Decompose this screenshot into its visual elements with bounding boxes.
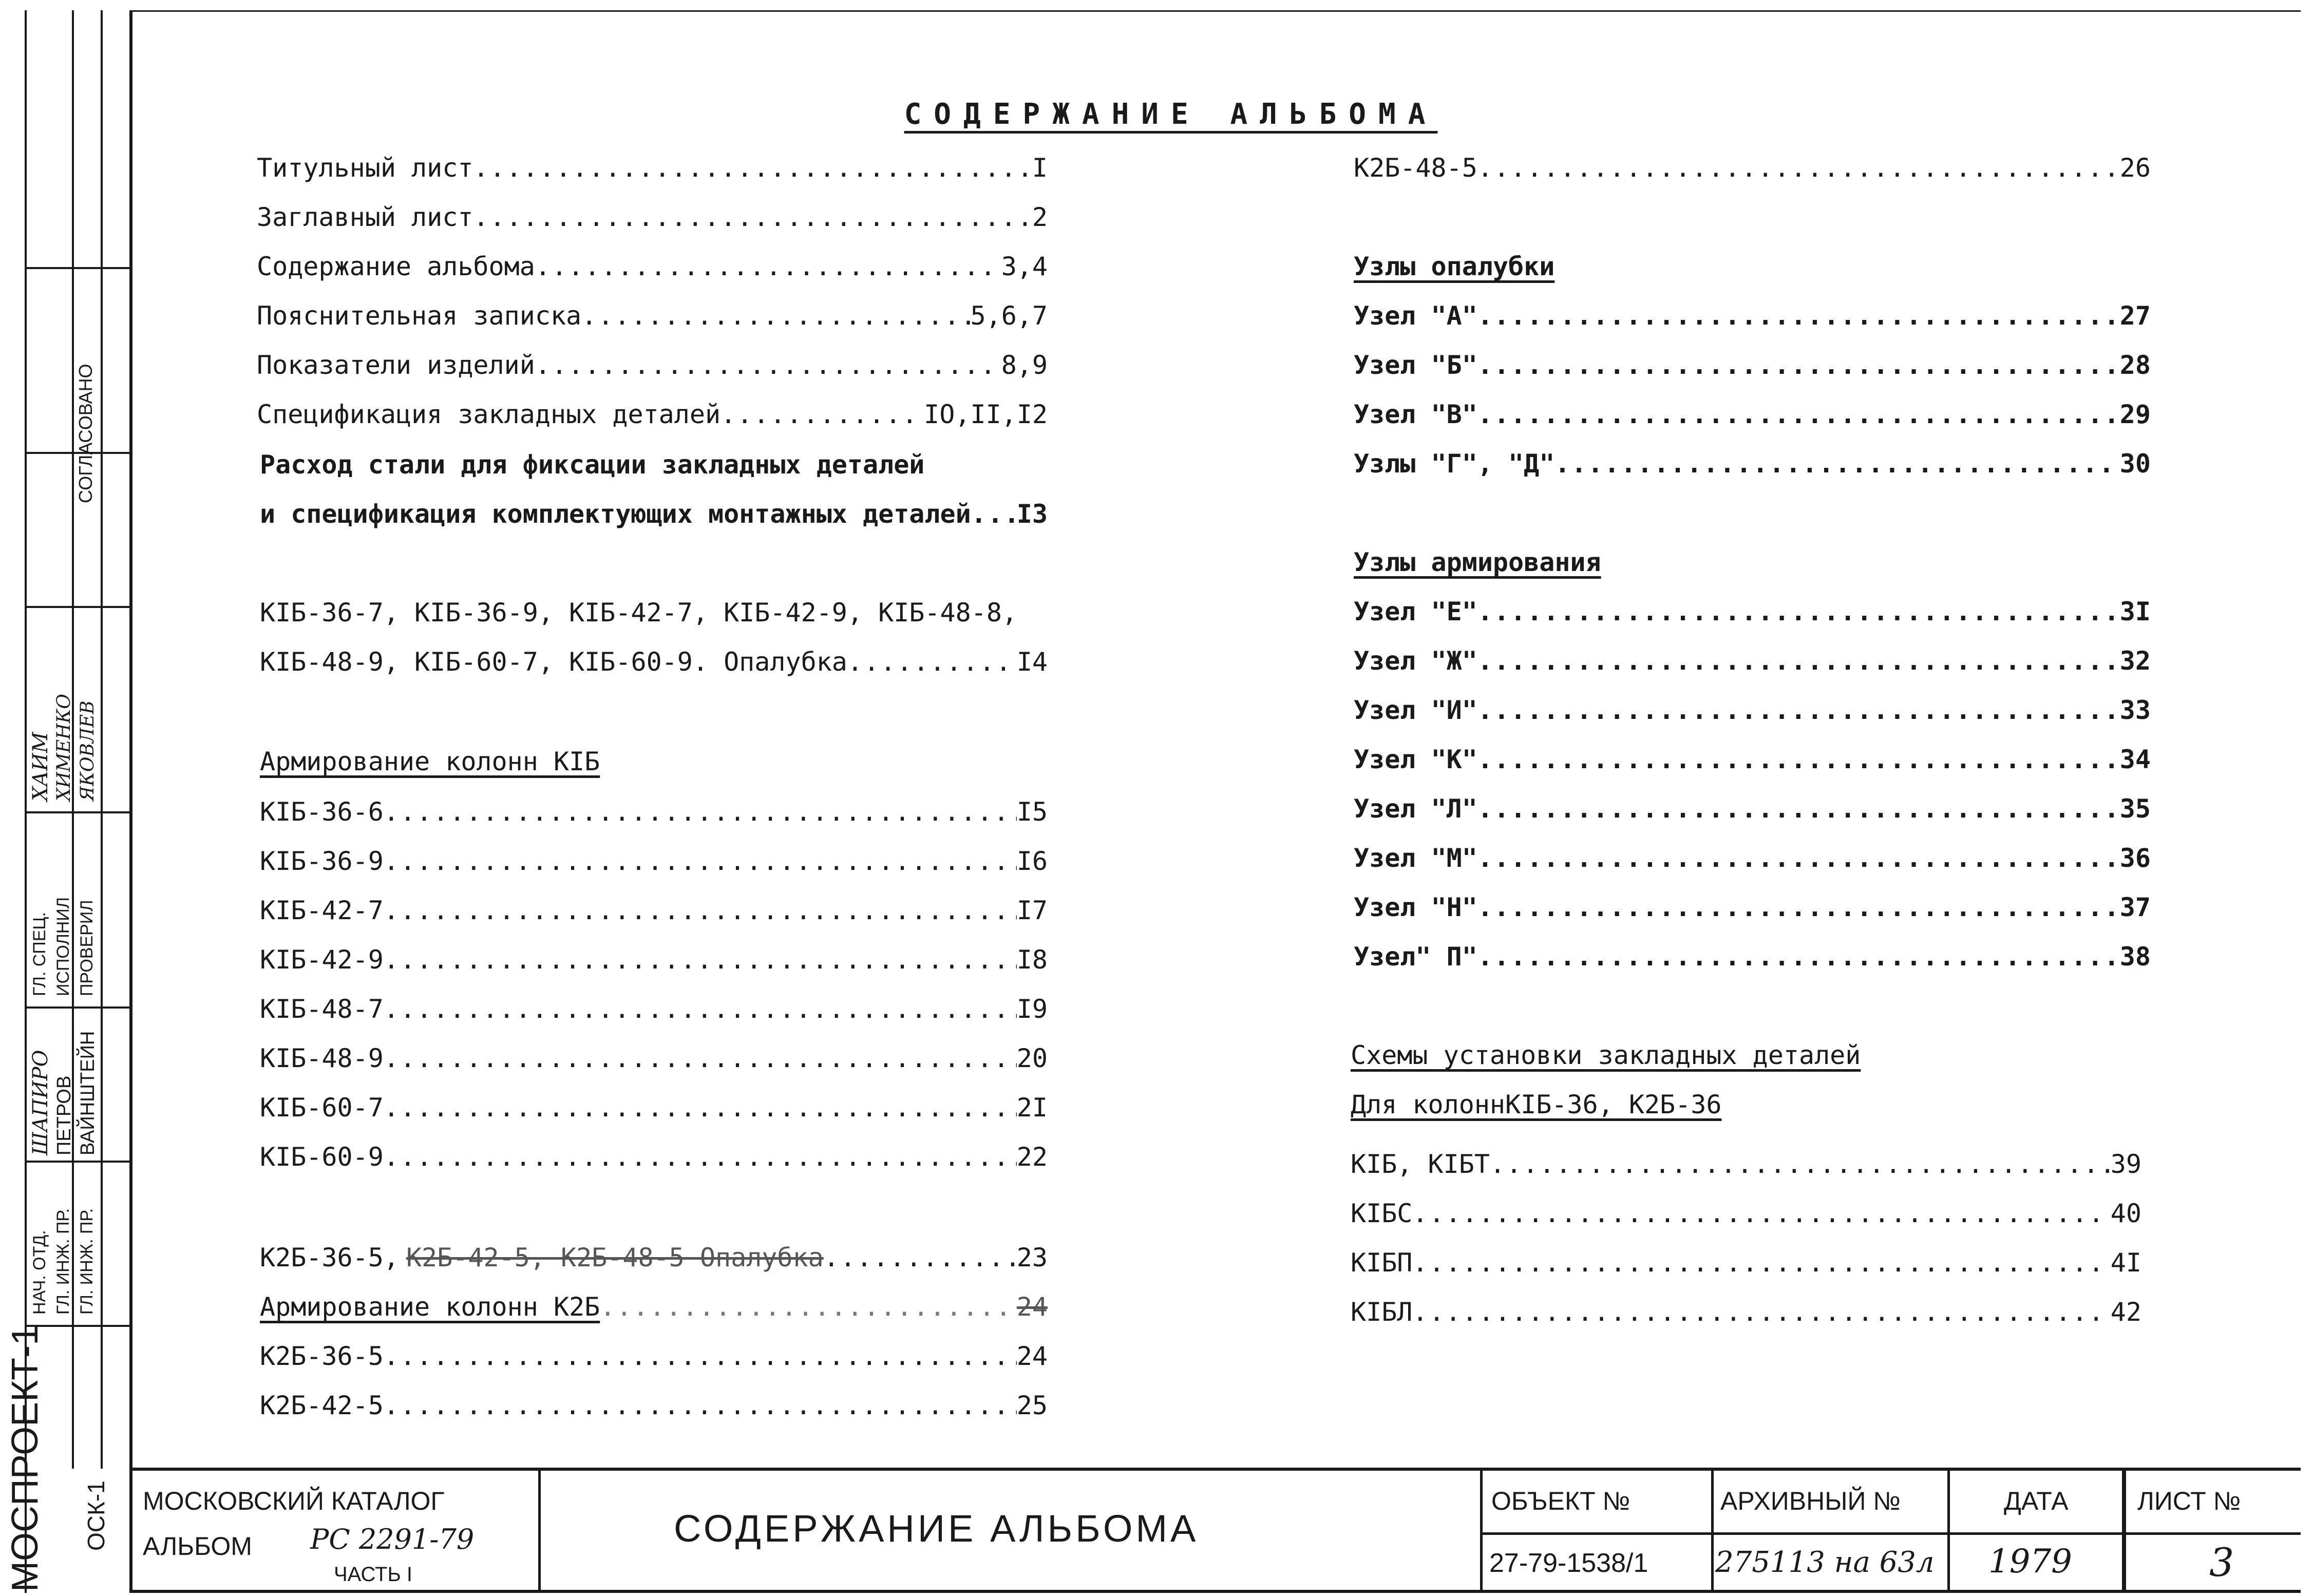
toc-entry <box>1354 301 2151 331</box>
entry-label: Узел "Е" <box>1354 597 1477 626</box>
entry-page: 32 <box>2119 646 2151 676</box>
entry-label-struck: К2Б-42-5, К2Б-48-5 Опалубка <box>406 1243 824 1272</box>
entry-label: Армирование колонн К2Б <box>260 1292 600 1322</box>
entry-label: КIБЛ <box>1351 1297 1413 1327</box>
entry-label: КIБ-36-9 <box>260 846 384 876</box>
organization-name: МОСПРОЕКТ-1 <box>5 1324 46 1592</box>
toc-entry <box>1354 449 2151 479</box>
entry-label: Показатели изделий <box>257 350 535 380</box>
entry-label: К2Б-36-5, <box>260 1243 399 1272</box>
entry-page: 29 <box>2119 400 2151 429</box>
toc-entry <box>260 1043 1048 1073</box>
toc-entry <box>260 896 1048 925</box>
toc-entry <box>1354 695 2151 725</box>
entry-page: 5,6,7 <box>970 301 1048 331</box>
role-label: НАЧ. ОТД. <box>30 1230 49 1315</box>
toc-entry <box>260 1142 1048 1172</box>
toc-entry <box>260 945 1048 975</box>
entry-page: 2 <box>1032 202 1048 232</box>
title-block-divider <box>1947 1471 1950 1593</box>
entry-label: Заглавный лист <box>257 202 473 232</box>
catalog-name: МОСКОВСКИЙ КАТАЛОГ <box>143 1487 445 1515</box>
entry-label: КIБС <box>1351 1199 1413 1228</box>
entry-page: I <box>1032 153 1048 183</box>
entry-page: 3,4 <box>1001 252 1048 281</box>
entry-label: К2Б-48-5 <box>1354 153 1477 183</box>
entry-label: Узел "Н" <box>1354 892 1477 922</box>
entry-page: 20 <box>1016 1043 1048 1073</box>
entry-page: 26 <box>2119 153 2151 183</box>
date-label: ДАТА <box>2004 1487 2069 1515</box>
entry-label: КIБП <box>1351 1248 1413 1278</box>
entry-page: 35 <box>2119 794 2151 824</box>
section-heading: Армирование колонн КIБ <box>260 747 600 776</box>
toc-entry <box>1354 350 2151 380</box>
entry-page: 36 <box>2119 843 2151 873</box>
entry-page: 27 <box>2119 301 2151 331</box>
object-value: 27-79-1538/1 <box>1489 1548 1648 1578</box>
toc-entry <box>1354 892 2151 922</box>
entry-label: Узлы "Г", "Д" <box>1354 449 1555 479</box>
entry-page: 4I <box>2110 1248 2141 1278</box>
toc-entry <box>260 846 1048 876</box>
entry-label: Узел" П" <box>1354 942 1477 972</box>
entry-label: Узел "Ж" <box>1354 646 1477 676</box>
entry-label: КIБ-60-7 <box>260 1093 384 1123</box>
role-label: ГЛ. ИНЖ. ПР. <box>77 1208 97 1315</box>
toc-entry <box>1354 794 2151 824</box>
entry-label: Узел "К" <box>1354 745 1477 774</box>
entry-label: КIБ-48-9, КIБ-60-7, КIБ-60-9. Опалубка <box>260 647 847 677</box>
name-label: ВАЙНШТЕЙН <box>77 1031 99 1155</box>
toc-entry <box>260 1093 1048 1123</box>
name-label: ХИМЕНКО <box>53 694 74 801</box>
name-label: ХАИМ <box>29 732 52 801</box>
toc-entry <box>260 1243 1048 1272</box>
steel-entry-line: Расход стали для фиксации закладных деталей <box>260 450 925 480</box>
role-label: ГЛ. ИНЖ. ПР. <box>53 1208 73 1315</box>
entry-page: 28 <box>2119 350 2151 380</box>
entry-label: КIБ-48-7 <box>260 994 384 1024</box>
album-label: АЛЬБОМ <box>143 1532 252 1561</box>
entry-page: I4 <box>1016 647 1048 677</box>
entry-page: 24 <box>1016 1341 1048 1371</box>
formwork-entry-line: КIБ-36-7, КIБ-36-9, КIБ-42-7, КIБ-42-9, КIБ-48-8, <box>260 598 1018 628</box>
entry-label: Узел "Л" <box>1354 794 1477 824</box>
section-heading: Узлы опалубки <box>1354 252 1555 281</box>
sheet-number-value: 3 <box>2209 1540 2234 1585</box>
toc-entry <box>260 1391 1048 1420</box>
entry-page: 25 <box>1016 1391 1048 1420</box>
toc-entry <box>1354 942 2151 972</box>
entry-label: и спецификация комплектующих монтажных деталей <box>260 499 971 529</box>
toc-entry <box>257 202 1048 232</box>
entry-page: 22 <box>1016 1142 1048 1172</box>
name-label: ШАПИРО <box>29 1050 52 1155</box>
entry-label: Узел "А" <box>1354 301 1477 331</box>
entry-page: 40 <box>2110 1199 2141 1228</box>
toc-entry <box>1351 1297 2141 1327</box>
toc-entry <box>257 153 1048 183</box>
entry-page: I3 <box>1016 499 1048 529</box>
toc-entry <box>1354 745 2151 774</box>
toc-entry <box>257 252 1048 281</box>
entry-label: Спецификация закладных деталей <box>257 400 721 429</box>
toc-entry <box>1351 1248 2141 1278</box>
archive-value: 275113 на 63л <box>1715 1546 1935 1579</box>
entry-label: КIБ-48-9 <box>260 1043 384 1073</box>
title-block <box>129 1468 2301 1593</box>
page-title: СОДЕРЖАНИЕ АЛЬБОМА <box>904 98 1438 131</box>
name-label: ЯКОВЛЕВ <box>77 700 98 801</box>
entry-label: КIБ-42-7 <box>260 896 384 925</box>
title-block-split <box>1480 1532 2301 1535</box>
entry-page: I5 <box>1016 797 1048 827</box>
strip-line <box>101 10 103 1469</box>
entry-page: 33 <box>2119 695 2151 725</box>
entry-page: 23 <box>1016 1243 1048 1272</box>
title-block-divider <box>1480 1471 1483 1593</box>
toc-entry <box>1354 597 2151 626</box>
title-block-divider <box>2122 1471 2126 1593</box>
date-value: 1979 <box>1988 1543 2072 1581</box>
strip-divider <box>25 606 129 608</box>
toc-entry <box>257 350 1048 380</box>
entry-page: 24 <box>1016 1292 1048 1322</box>
entry-page: 38 <box>2119 942 2151 972</box>
toc-entry <box>1354 646 2151 676</box>
toc-entry <box>1354 843 2151 873</box>
object-label: ОБЪЕКТ № <box>1491 1487 1631 1515</box>
role-label: ПРОВЕРИЛ <box>77 900 97 996</box>
entry-page: 30 <box>2119 449 2151 479</box>
section-heading: Узлы армирования <box>1354 547 1601 577</box>
sheet-number-label: ЛИСТ № <box>2137 1487 2241 1515</box>
entry-label: К2Б-36-5 <box>260 1341 384 1371</box>
toc-entry <box>260 1341 1048 1371</box>
title-block-divider <box>1711 1471 1714 1593</box>
entry-label: Узел "Б" <box>1354 350 1477 380</box>
approval-strip <box>0 10 129 1593</box>
entry-label: Пояснительная записка <box>257 301 582 331</box>
strip-divider <box>25 811 129 813</box>
entry-label: КIБ-42-9 <box>260 945 384 975</box>
toc-entry <box>260 994 1048 1024</box>
entry-label: Узел "В" <box>1354 400 1477 429</box>
entry-label: КIБ-60-9 <box>260 1142 384 1172</box>
entry-page: IO,II,I2 <box>924 400 1048 429</box>
entry-page: I7 <box>1016 896 1048 925</box>
album-part: ЧАСТЬ I <box>334 1563 412 1586</box>
album-code: РС 2291-79 <box>310 1523 475 1555</box>
toc-entry <box>1354 153 2151 183</box>
entry-label: Содержание альбома <box>257 252 535 281</box>
strip-divider <box>25 267 129 269</box>
entry-page: 39 <box>2110 1149 2141 1179</box>
entry-page: I8 <box>1016 945 1048 975</box>
section-subheading: Для колоннКIБ-36, К2Б-36 <box>1351 1090 1722 1119</box>
entry-page: I9 <box>1016 994 1048 1024</box>
role-label: ИСПОЛНИЛ <box>53 897 73 996</box>
toc-entry <box>260 499 1048 529</box>
title-block-divider <box>538 1471 541 1593</box>
entry-page: 42 <box>2110 1297 2141 1327</box>
entry-label: Титульный лист <box>257 153 473 183</box>
toc-entry <box>1351 1199 2141 1228</box>
entry-label: К2Б-42-5 <box>260 1391 384 1420</box>
agreed-label: СОГЛАСОВАНО <box>75 364 96 503</box>
toc-entry <box>260 797 1048 827</box>
entry-page: 3I <box>2119 597 2151 626</box>
toc-entry <box>260 1292 1048 1322</box>
strip-divider <box>25 1006 129 1009</box>
toc-entry <box>257 301 1048 331</box>
archive-label: АРХИВНЫЙ № <box>1720 1487 1901 1515</box>
entry-label: Узел "И" <box>1354 695 1477 725</box>
name-label: ПЕТРОВ <box>53 1075 75 1155</box>
entry-page: 34 <box>2119 745 2151 774</box>
organization-code: ОСК-1 <box>83 1480 109 1551</box>
entry-page: 37 <box>2119 892 2151 922</box>
role-label: ГЛ. СПЕЦ. <box>30 912 49 996</box>
entry-page: I6 <box>1016 846 1048 876</box>
section-heading: Схемы установки закладных деталей <box>1351 1040 1861 1070</box>
entry-label: КIБ, КIБТ <box>1351 1149 1490 1179</box>
strip-divider <box>25 1161 129 1163</box>
frame-bottom-edge <box>129 1590 2301 1593</box>
entry-page: 2I <box>1016 1093 1048 1123</box>
entry-page: 8,9 <box>1001 350 1048 380</box>
toc-entry <box>1354 400 2151 429</box>
entry-label: Узел "М" <box>1354 843 1477 873</box>
toc-entry <box>1351 1149 2141 1179</box>
entry-label: КIБ-36-6 <box>260 797 384 827</box>
toc-entry <box>257 400 1048 429</box>
sheet-title: СОДЕРЖАНИЕ АЛЬБОМА <box>674 1507 1199 1550</box>
toc-entry <box>260 647 1048 677</box>
